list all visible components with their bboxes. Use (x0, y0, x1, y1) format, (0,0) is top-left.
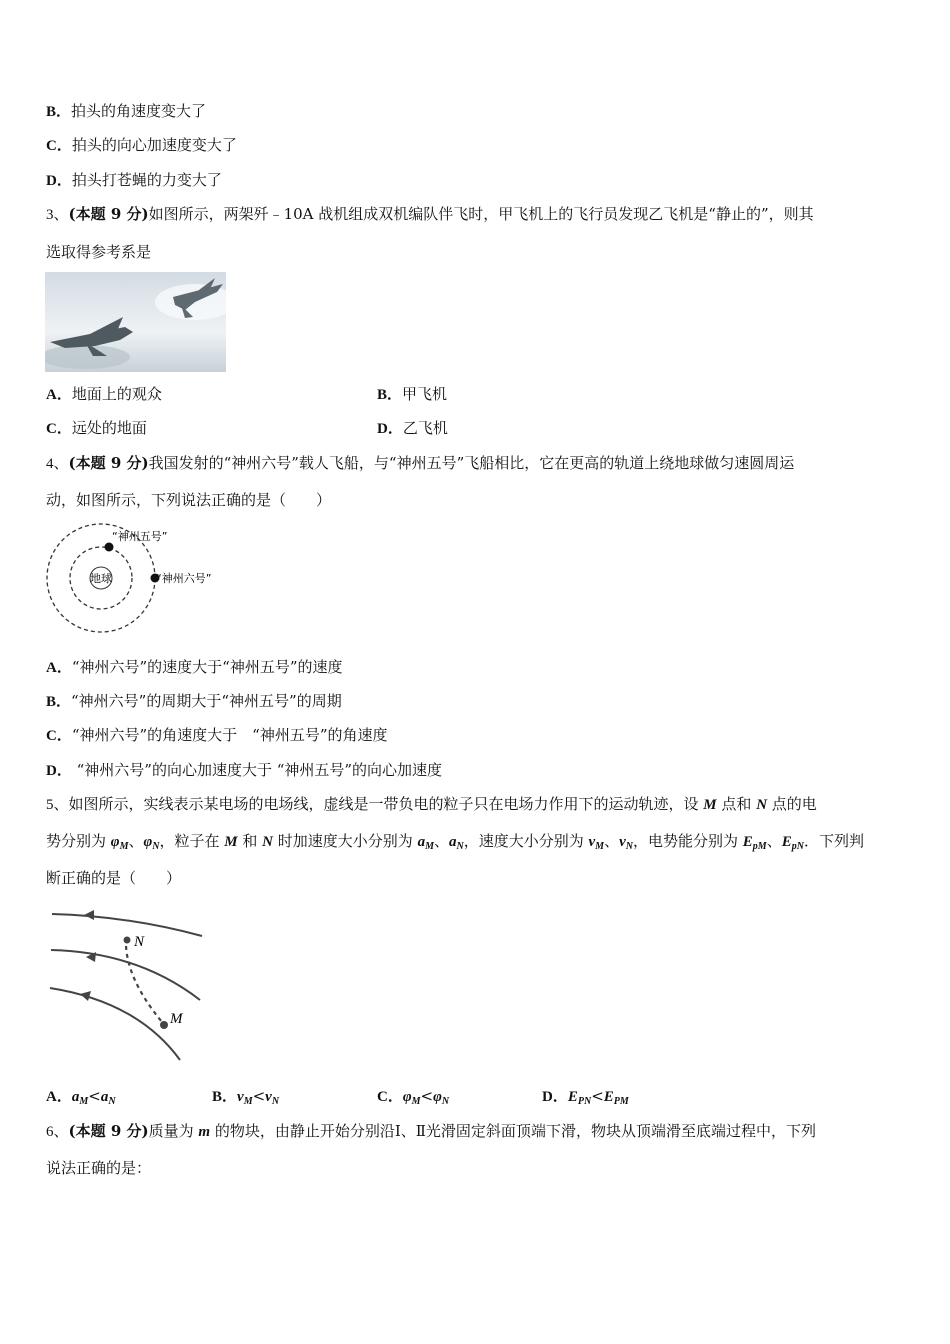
option-text: 拍头打苍蝇的力变大了 (71, 171, 222, 189)
q3-option-d (377, 418, 448, 439)
question-score: (本题 9 分) (68, 454, 149, 472)
var-a: a (100, 1089, 109, 1105)
option-text: 远处的地面 (71, 419, 147, 437)
q5-option-d (542, 1086, 629, 1112)
var-m: m (198, 1124, 211, 1140)
q3-option-a (46, 384, 162, 405)
separator: 、 (766, 832, 782, 850)
subscript: N (441, 1096, 450, 1107)
subscript: N (108, 1096, 116, 1107)
var-phi: φ (110, 834, 120, 850)
question-text: ，电势能分别为 (633, 832, 743, 850)
var-E: E (567, 1089, 578, 1105)
subscript: M (119, 841, 129, 852)
var-E: E (781, 834, 792, 850)
question-text: 点和 (716, 795, 757, 813)
var-v: v (265, 1089, 272, 1105)
subscript: pN (791, 841, 804, 852)
label-N: N (134, 934, 145, 950)
var-a: a (71, 1089, 80, 1105)
separator: 、 (604, 832, 620, 850)
q2-option-b (46, 101, 206, 122)
question-text: ．下列判 (803, 832, 864, 850)
trajectory (126, 938, 162, 1022)
less-than: < (420, 1087, 434, 1105)
less-than: < (88, 1087, 101, 1105)
option-label: C． (377, 1089, 403, 1105)
q6-stem-line2 (46, 1158, 151, 1178)
question-text: 和 (237, 832, 263, 850)
question-text: 时加速度大小分别为 (273, 832, 418, 850)
var-v: v (588, 834, 596, 850)
subscript: N (456, 841, 464, 852)
var-N: N (262, 834, 274, 850)
q2-option-c (46, 135, 237, 156)
option-text: “神州六号”的周期大于“神州五号”的周期 (71, 692, 342, 710)
q5-stem-line1 (46, 794, 817, 815)
question-number: 4、 (46, 456, 69, 472)
jets-photo (45, 272, 226, 372)
question-number: 5、 (46, 797, 69, 813)
separator: 、 (433, 832, 449, 850)
subscript: M (79, 1096, 89, 1107)
question-score: (本题 9 分) (68, 1122, 149, 1140)
question-text: 质量为 (148, 1122, 199, 1140)
field-line-1 (52, 914, 202, 936)
var-v: v (237, 1089, 244, 1105)
subscript: M (411, 1096, 421, 1107)
option-label: B． (46, 694, 72, 710)
question-text: 动，如图所示，下列说法正确的是（ ） (46, 491, 332, 509)
q5-option-b (212, 1086, 279, 1112)
sz5-dot (105, 543, 114, 552)
subscript: N (152, 841, 160, 852)
q4-option-a (46, 657, 343, 678)
q3-stem-line1 (46, 204, 814, 225)
q5-stem-line2 (46, 831, 864, 857)
separator: 、 (128, 832, 144, 850)
var-phi: φ (402, 1089, 412, 1105)
option-text: 甲飞机 (402, 385, 448, 403)
sz6-label: “神州六号” (156, 572, 212, 585)
question-text: 点的电 (767, 795, 817, 813)
question-text: 如图所示，实线表示某电场的电场线，虚线是一带负电的粒子只在电场力作用下的运动轨迹，设 (68, 795, 704, 813)
subscript: M (425, 841, 434, 852)
subscript: M (243, 1096, 253, 1107)
label-M: M (170, 1011, 183, 1027)
subscript: pM (752, 841, 767, 852)
subscript: PM (613, 1096, 629, 1107)
question-text: 我国发射的“神州六号”载人飞船，与“神州五号”飞船相比，它在更高的轨道上绕地球做匀速圆周运 (148, 454, 795, 472)
question-text: ，粒子在 (159, 832, 225, 850)
q4-option-b (46, 691, 342, 712)
q5-option-c (377, 1086, 449, 1112)
question-text: 的物块，由静止开始分别沿Ⅰ、Ⅱ光滑固定斜面顶端下滑，物块从顶端滑至底端过程中，下列 (210, 1122, 816, 1140)
question-score: (本题 9 分) (68, 205, 149, 223)
option-label: D． (542, 1089, 568, 1105)
less-than: < (252, 1087, 266, 1105)
q5-stem-line3 (46, 868, 181, 888)
q3-stem-line2 (46, 242, 151, 262)
var-phi: φ (433, 1089, 442, 1105)
point-N (124, 937, 131, 944)
option-label: A． (46, 387, 72, 403)
option-text: 拍头的向心加速度变大了 (71, 136, 237, 154)
point-M (160, 1021, 168, 1029)
option-text: 拍头的角速度变大了 (71, 102, 207, 120)
option-text: “神州六号”的速度大于“神州五号”的速度 (71, 658, 343, 676)
var-a: a (417, 834, 426, 850)
option-text: 乙飞机 (402, 419, 448, 437)
option-text: “神州六号”的角速度大于 “神州五号”的角速度 (71, 726, 388, 744)
option-label: C． (46, 728, 72, 744)
option-label: C． (46, 421, 72, 437)
question-text: 断正确的是（ ） (46, 869, 182, 887)
question-number: 3、 (46, 207, 69, 223)
var-E: E (603, 1089, 614, 1105)
q4-stem-line2 (46, 490, 331, 510)
var-a: a (448, 834, 457, 850)
q6-stem-line1 (46, 1121, 816, 1142)
subscript: PN (577, 1096, 592, 1107)
option-text: 地面上的观众 (71, 385, 162, 403)
option-label: B． (212, 1089, 238, 1105)
option-text: “神州六号”的向心加速度大于 “神州五号”的向心加速度 (71, 761, 443, 779)
q3-option-b (377, 384, 447, 405)
var-v: v (619, 834, 626, 850)
question-number: 6、 (46, 1124, 69, 1140)
subscript: N (625, 841, 633, 852)
question-text: 选取得参考系是 (46, 243, 152, 261)
question-text: ，速度大小分别为 (463, 832, 589, 850)
option-label: B． (46, 104, 72, 120)
less-than: < (591, 1087, 604, 1105)
earth-label: 地球 (90, 572, 112, 585)
option-label: A． (46, 660, 72, 676)
q4-option-d (46, 760, 442, 781)
sz5-label: “神州五号” (112, 530, 168, 543)
var-M: M (224, 834, 238, 850)
q4-stem-line1 (46, 453, 794, 474)
var-N: N (756, 797, 768, 813)
var-E: E (742, 834, 753, 850)
option-label: C． (46, 138, 72, 154)
option-label: D． (377, 421, 403, 437)
field-lines-diagram (48, 906, 208, 1066)
q4-option-c (46, 725, 388, 746)
question-text: 势分别为 (46, 832, 111, 850)
option-label: A． (46, 1089, 72, 1105)
q2-option-d (46, 170, 222, 191)
option-label: B． (377, 387, 403, 403)
q3-option-c (46, 418, 147, 439)
subscript: M (595, 841, 605, 852)
question-text: 如图所示，两架歼﹣10A 战机组成双机编队伴飞时，甲飞机上的飞行员发现乙飞机是“静止的”，则其 (148, 205, 814, 223)
orbit-diagram (44, 522, 234, 634)
var-phi: φ (143, 834, 153, 850)
question-text: 说法正确的是： (46, 1159, 152, 1177)
option-label: D． (46, 173, 72, 189)
subscript: N (271, 1096, 280, 1107)
option-label: D． (46, 763, 72, 779)
q5-option-a (46, 1086, 116, 1112)
var-M: M (703, 797, 717, 813)
